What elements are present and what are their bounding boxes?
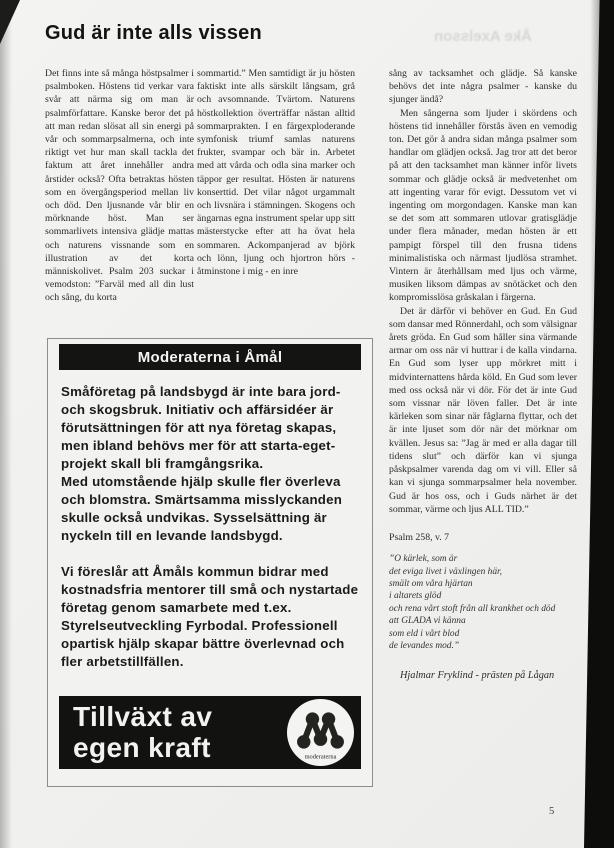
- page-number: 5: [549, 806, 555, 817]
- poem-line: det eviga livet i växlingen här,: [389, 566, 502, 577]
- poem-line: i altarets glöd: [389, 591, 442, 602]
- poem-line: som eld i vårt blod: [389, 628, 460, 639]
- author-signature: Hjalmar Fryklind - prästen på Lågan: [400, 670, 555, 682]
- poem-line: smält om våra hjärtan: [389, 578, 473, 589]
- poem-line: och rena vårt stoft från all krankhet och död: [389, 603, 556, 614]
- ad-body-text: [61, 383, 365, 671]
- ad-slogan-line: egen kraft: [73, 732, 211, 763]
- moderaterna-logo: [287, 699, 354, 766]
- advertisement-box: [47, 338, 373, 787]
- psalm-quote: [389, 553, 577, 652]
- article-headline: Gud är inte alls vissen: [45, 22, 262, 44]
- ad-slogan-line: Tillväxt av: [73, 701, 213, 732]
- scan-right-edge: [584, 0, 614, 848]
- article-column-2: [197, 67, 355, 278]
- ad-slogan: [73, 701, 212, 763]
- article-column-1: [45, 67, 194, 305]
- scan-left-shadow: [0, 0, 12, 848]
- ad-paragraph: Vi föreslår att Åmåls kommun bidrar med kostnadsfria mentorer till små och nystartade företag genom samarbete med t.ex. Styrelseutveckling Fyrbodal. Professionell opartisk hjälp skapar bättre överlevnad och fler arbetstillfällen.: [61, 564, 359, 669]
- moderaterna-m-icon: [287, 699, 354, 766]
- ad-banner: [59, 696, 361, 769]
- psalm-reference: Psalm 258, v. 7: [389, 531, 450, 543]
- poem-line: att GLADA vi känna: [389, 616, 466, 627]
- bleed-through-text: Åke Axelsson: [434, 28, 532, 45]
- moderaterna-logo-text: moderaterna: [304, 753, 337, 761]
- article-paragraph: Men sångerna som ljuder i skördens och höstens tid innehåller förstås även en vemodig ton. Det gör å andra sidan många psalmer som handlar om glädjen också. Jag tror att det beror på att den tacksamhet man känner inför livets sommar och glädje också är medvetenhet om att ingenting varar för evigt. Dessutom vet vi ingenting om morgondagen. Kanske man kan se det som att sommaren utlovar gratisglädje under flera månader, medan hösten är ett pampigt förspel till den frusna tidens minimalistiska och närmast ljudlösa stramhet. Vintern är återhållsam med ljus och värme, musiken liksom dämpas av snötäcket och den kompromisslösa gråskalan i färgerna.: [389, 107, 577, 304]
- ad-title-bar: Moderaterna i Åmål: [59, 344, 361, 370]
- article-paragraph: sommartid.” Men samtidigt är ju hösten faktiskt inte alls särskilt långsam, grå och avsomnande. Tvärtom. Naturens höstkollektion överträffar nästan alltid sommarprakten. I en färgexploderande symfonisk triumf samlas naturens frukter, svampar och bär in. Arbetet med att vårda och odla sina marker och täppor ger resultat. Hösten är naturens konserttid. Det vilar något urgammalt och livsnära i stämningen. Skogens och ängarnas egna instrument spelar upp sitt mästerstycke efter att ha övat hela sommaren. Ackompanjerad av björk och lönn, ljung och hjortron hörs - åtminstone i mig - en inre: [197, 68, 355, 278]
- ad-paragraph: Småföretag på landsbygd är inte bara jord- och skogsbruk. Initiativ och affärsidéer är förutsättningen för att nya företag skapas, men ibland behövs mer för att starta-eget-projekt skall bli framgångsrika.: [61, 384, 341, 471]
- ad-paragraph: Med utomstående hjälp skulle fler överleva och blomstra. Smärtsamma misslyckanden skulle också undvikas. Sysselsättning är nyckeln till en levande landsbygd.: [61, 474, 343, 543]
- article-paragraph: Det finns inte så många höstpsalmer i psalmboken. Höstens tid verkar vara svår att närma sig om man är psalmförfattare. Kanske beror det på att man redan slösat all sin energi på vår och sommarpsalmerna, och inte riktigt vet hur man skall tackla det faktum att året innehåller andra årstider också? Ofta betraktas hösten som en övergångsperiod mellan liv och död. Den ljusnande vår blir en mörknande höst. Man ser sommarlivets intensiva glädje mattas och naturens vissnande som en illustration av det korta människolivet. Psalm 203 suckar i vemodston: ”Farväl med all din lust och sång, du korta: [45, 68, 194, 304]
- poem-line: de levandes mod.”: [389, 640, 460, 651]
- article-paragraph: sång av tacksamhet och glädje. Så kanske behövs det inte några psalmer - kanske du sjunger ändå?: [389, 68, 577, 106]
- poem-line: ”O kärlek, som är: [389, 554, 458, 565]
- article-paragraph: Det är därför vi behöver en Gud. En Gud som dansar med Rönnerdahl, och som välsignar årets gröda. En Gud som håller sina värmande armar om oss när vi huttrar i de kalla vindarna. En Gud som lyser upp mörkret mitt i midvinternattens hårda köld. En Gud som lever med oss också när vi dör. För det är inte Gud som vissnar när löven faller. Det är inte kärleken som sinar när fåglarna flyttar, och det är inte ljuset som dör när det mörknar om kvällen. Jesus sa: ”Jag är med er alla dagar till tidens slut” och därför kan vi sjunga påskpsalmer varenda dag om vi vill. Eller så kan vi sjunga sommarpsalmer hela november. Gud är hos oss, och i Guds närhet är det sommar, värme och ljus ALL TID.”: [389, 305, 578, 515]
- article-column-3: [389, 67, 577, 683]
